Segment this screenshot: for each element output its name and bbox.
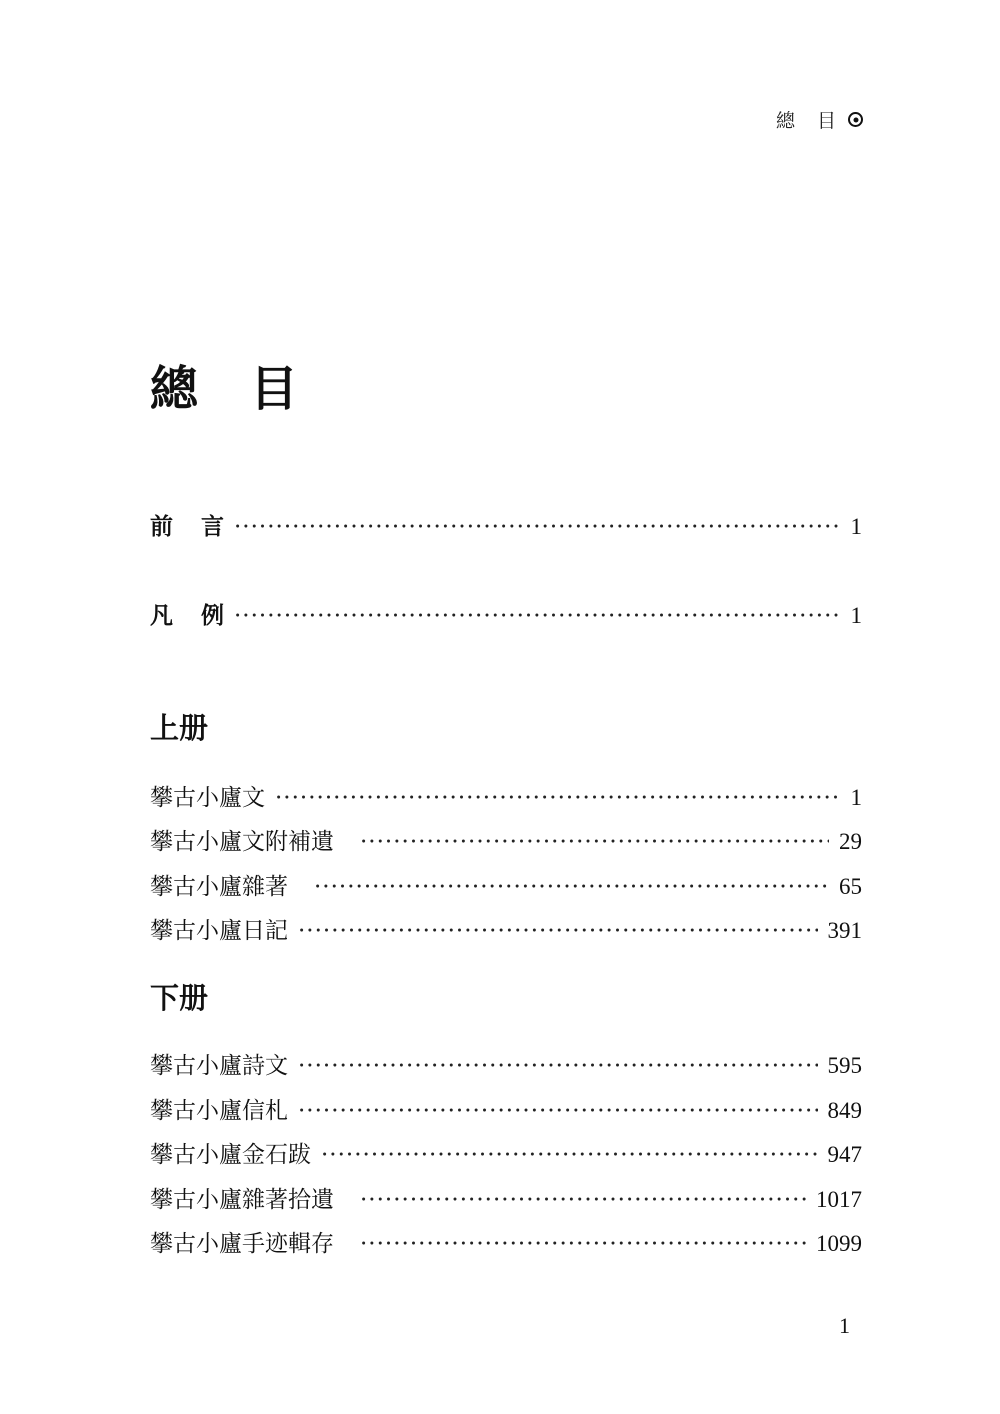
- toc-entry-conventions[interactable]: [150, 597, 862, 630]
- toc-page-number: 1: [850, 514, 862, 539]
- toc-entry[interactable]: [150, 779, 862, 812]
- toc-entry[interactable]: [150, 1136, 862, 1169]
- page-number: 1: [839, 1313, 850, 1338]
- toc-entry-title: 攀古小廬文附補遺: [150, 829, 334, 855]
- toc-page-number: 947: [827, 1142, 862, 1167]
- toc-page-number: 1017: [816, 1187, 862, 1212]
- toc-entry-title: 攀古小廬日記: [150, 918, 288, 944]
- leader-dots: [298, 1053, 818, 1079]
- running-head-char: 總: [775, 110, 795, 132]
- toc-entry-title: 攀古小廬文: [150, 785, 265, 811]
- leader-dots: [298, 918, 818, 944]
- toc-page-number: 1099: [816, 1231, 862, 1256]
- toc-label-char: 例: [201, 602, 224, 629]
- toc-label-char: 前: [150, 513, 173, 540]
- toc-entry-preface[interactable]: [150, 508, 862, 541]
- toc-label-char: 凡: [150, 602, 173, 629]
- toc-entry-label: [150, 508, 224, 541]
- toc-entry-title: 攀古小廬手迹輯存: [150, 1231, 334, 1257]
- toc-entry[interactable]: [150, 823, 862, 856]
- toc-entry-title: 攀古小廬信札: [150, 1098, 288, 1124]
- leader-dots: [234, 514, 841, 540]
- leader-dots: [321, 1142, 818, 1168]
- page-title-char: 目: [250, 361, 299, 417]
- toc-label-char: 言: [201, 513, 224, 540]
- leader-dots: [314, 874, 829, 900]
- toc-page-number: 65: [839, 874, 862, 899]
- toc-entry-title: 攀古小廬金石跋: [150, 1142, 311, 1168]
- toc-entry-title: 攀古小廬雜著: [150, 874, 288, 900]
- toc-page-number: 1: [850, 603, 862, 628]
- leader-dots: [275, 785, 841, 811]
- leader-dots: [234, 603, 841, 629]
- page-title-char: 總: [150, 361, 199, 417]
- toc-entry[interactable]: [150, 1092, 862, 1125]
- leader-dots: [360, 1231, 806, 1257]
- bullseye-icon: [848, 112, 863, 127]
- page-title: [150, 350, 298, 419]
- toc-entry-title: 攀古小廬雜著拾遺: [150, 1187, 334, 1213]
- leader-dots: [360, 829, 829, 855]
- running-head-char: 目: [816, 110, 836, 132]
- toc-entry[interactable]: [150, 912, 862, 945]
- toc-page-number: 1: [850, 785, 862, 810]
- volume-heading: 上册: [150, 711, 209, 745]
- toc-entry-label: [150, 597, 224, 630]
- volume-heading: 下册: [150, 981, 209, 1015]
- toc-page-number: 391: [827, 918, 862, 943]
- toc-entry[interactable]: [150, 1181, 862, 1214]
- toc-page-number: 595: [827, 1053, 862, 1078]
- toc-page-number: 849: [827, 1098, 862, 1123]
- toc-entry[interactable]: [150, 1047, 862, 1080]
- running-head: [776, 106, 863, 133]
- leader-dots: [298, 1098, 818, 1124]
- toc-entry[interactable]: [150, 1225, 862, 1258]
- toc-page-number: 29: [839, 829, 862, 854]
- leader-dots: [360, 1187, 806, 1213]
- toc-entry[interactable]: [150, 868, 862, 901]
- toc-entry-title: 攀古小廬詩文: [150, 1053, 288, 1079]
